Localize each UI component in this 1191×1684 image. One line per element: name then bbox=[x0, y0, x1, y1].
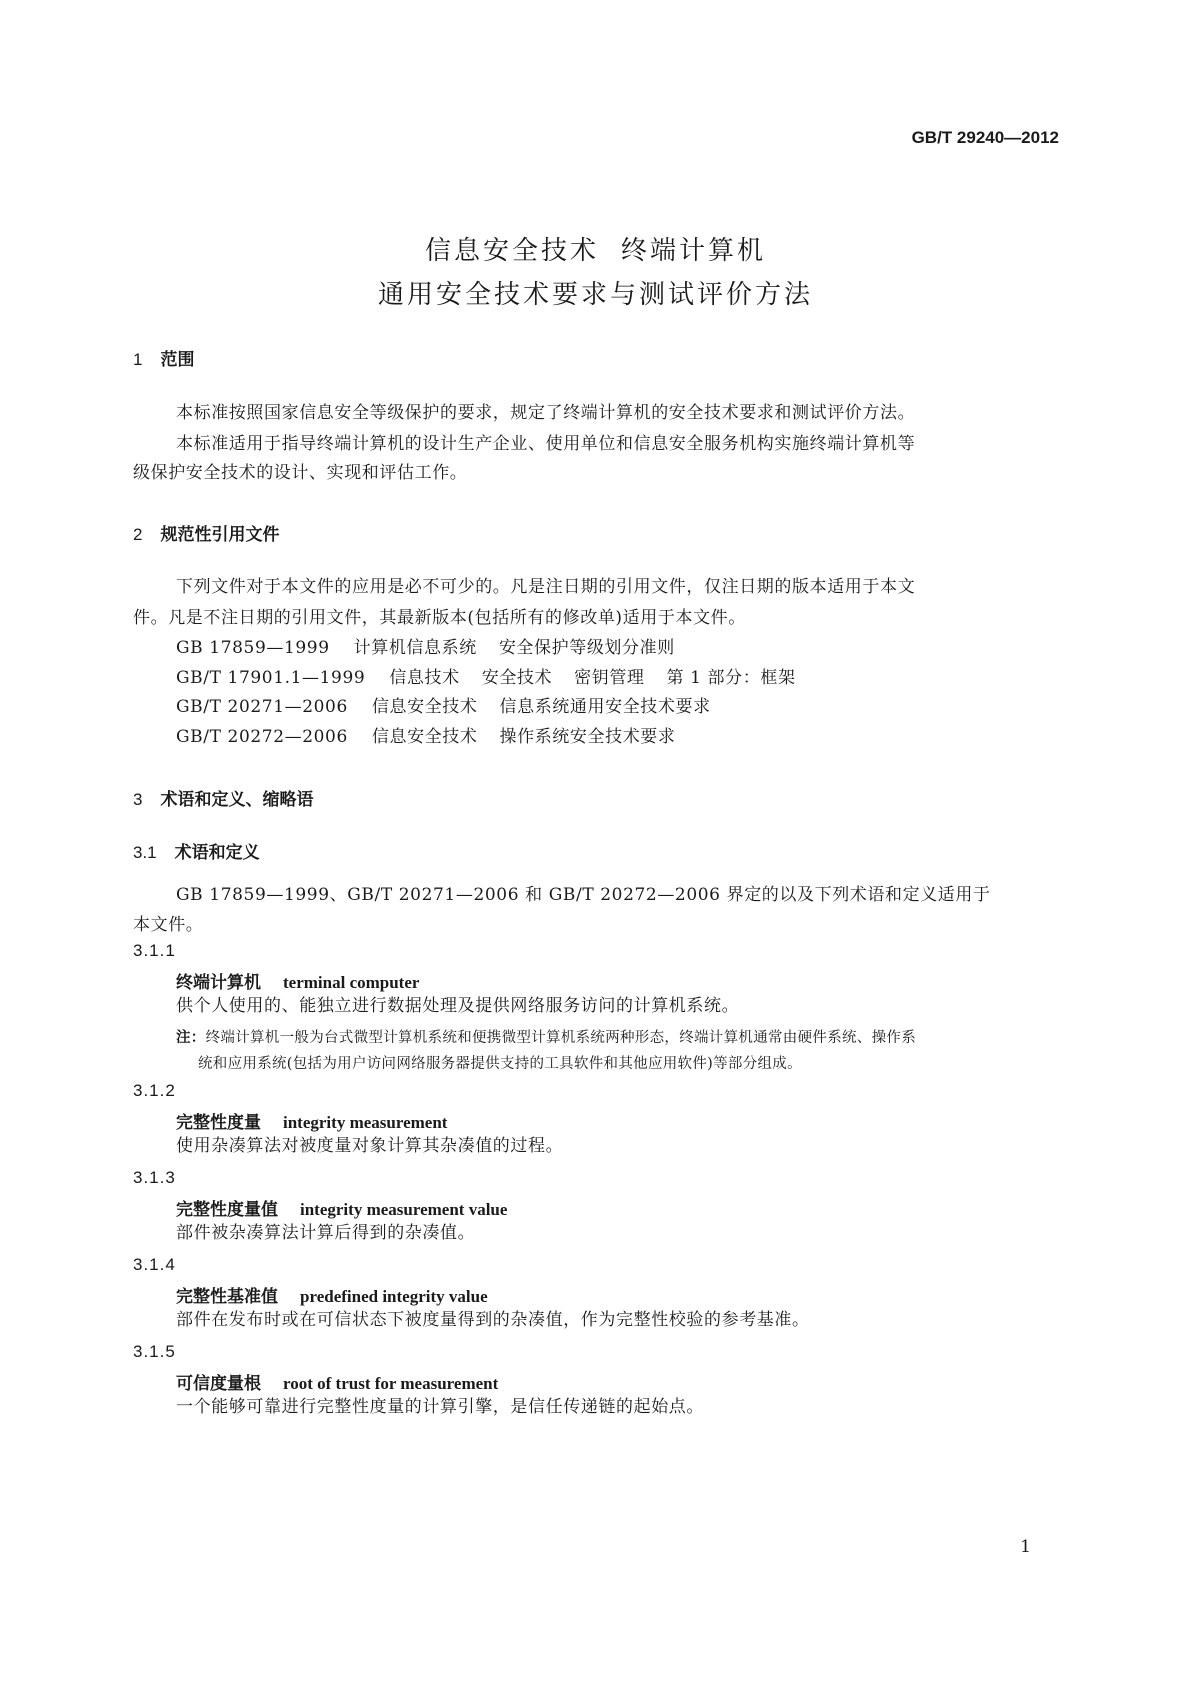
section-heading-3 bbox=[133, 785, 313, 810]
document-title-line2: 通用安全技术要求与测试评价方法 bbox=[377, 280, 813, 310]
section-title: 术语和定义 bbox=[174, 843, 260, 863]
term-en: integrity measurement bbox=[283, 1113, 448, 1132]
section-heading-3-1 bbox=[133, 838, 260, 863]
reference-title: 信息安全技术 bbox=[371, 727, 478, 747]
reference-title: 操作系统安全技术要求 bbox=[499, 727, 676, 747]
term-number: 3.1.1 bbox=[133, 941, 176, 960]
section-title: 规范性引用文件 bbox=[160, 525, 280, 545]
term-heading bbox=[176, 1282, 488, 1307]
term-zh: 完整性度量值 bbox=[176, 1200, 278, 1220]
reference-code: GB 17859—1999 bbox=[176, 638, 330, 658]
reference-item bbox=[176, 633, 675, 664]
section-number: 3 bbox=[133, 790, 143, 809]
term-en: root of trust for measurement bbox=[283, 1374, 499, 1393]
term-en: predefined integrity value bbox=[300, 1287, 488, 1306]
paragraph: 本文件。 bbox=[133, 915, 204, 935]
term-definition: 一个能够可靠进行完整性度量的计算引擎，是信任传递链的起始点。 bbox=[176, 1397, 704, 1417]
section-heading-1 bbox=[133, 345, 194, 370]
reference-title: 安全保护等级划分准则 bbox=[498, 638, 675, 658]
section-number: 3.1 bbox=[133, 843, 157, 862]
reference-title: 信息技术 bbox=[389, 668, 460, 688]
reference-item bbox=[176, 663, 796, 694]
term-zh: 完整性度量 bbox=[176, 1113, 261, 1133]
reference-title: 密钥管理 bbox=[574, 668, 645, 688]
reference-code: GB/T 20271—2006 bbox=[176, 697, 348, 717]
paragraph: 下列文件对于本文件的应用是必不可少的。凡是注日期的引用文件，仅注日期的版本适用于本文 bbox=[176, 577, 916, 597]
term-zh: 完整性基准值 bbox=[176, 1287, 278, 1307]
paragraph: 级保护安全技术的设计、实现和评估工作。 bbox=[133, 463, 468, 483]
term-heading bbox=[176, 1195, 507, 1220]
title-part1: 信息安全技术 bbox=[424, 236, 599, 266]
page-number: 1 bbox=[1020, 1537, 1031, 1557]
reference-code: GB/T 20272—2006 bbox=[176, 727, 348, 747]
term-heading bbox=[176, 968, 419, 993]
term-en: integrity measurement value bbox=[300, 1200, 508, 1219]
paragraph: 件。凡是不注日期的引用文件，其最新版本(包括所有的修改单)适用于本文件。 bbox=[133, 608, 746, 628]
term-heading bbox=[176, 1108, 447, 1133]
term-definition: 部件在发布时或在可信状态下被度量得到的杂凑值，作为完整性校验的参考基准。 bbox=[176, 1310, 810, 1330]
term-definition: 部件被杂凑算法计算后得到的杂凑值。 bbox=[176, 1223, 476, 1243]
term-number: 3.1.5 bbox=[133, 1342, 176, 1361]
document-title-line1 bbox=[0, 230, 1191, 267]
reference-title: 安全技术 bbox=[481, 668, 553, 688]
reference-code: GB/T 17901.1—1999 bbox=[176, 668, 366, 688]
note bbox=[176, 1026, 916, 1047]
term-heading bbox=[176, 1369, 498, 1394]
term-zh: 可信度量根 bbox=[176, 1374, 261, 1394]
term-en: terminal computer bbox=[283, 973, 420, 992]
standard-code: GB/T 29240—2012 bbox=[911, 128, 1059, 147]
section-title: 范围 bbox=[160, 350, 195, 370]
paragraph: 本标准适用于指导终端计算机的设计生产企业、使用单位和信息安全服务机构实施终端计算机等 bbox=[176, 434, 916, 454]
paragraph: 本标准按照国家信息安全等级保护的要求，规定了终端计算机的安全技术要求和测试评价方法。 bbox=[176, 403, 916, 423]
term-number: 3.1.2 bbox=[133, 1081, 176, 1100]
term-definition: 供个人使用的、能独立进行数据处理及提供网络服务访问的计算机系统。 bbox=[176, 996, 740, 1016]
term-number: 3.1.3 bbox=[133, 1168, 176, 1187]
section-number: 2 bbox=[133, 525, 143, 544]
section-heading-2 bbox=[133, 520, 279, 545]
note-label: 注： bbox=[176, 1030, 206, 1046]
reference-title: 信息安全技术 bbox=[371, 697, 478, 717]
section-title: 术语和定义、缩略语 bbox=[160, 790, 314, 810]
reference-item bbox=[176, 692, 711, 723]
title-part2: 终端计算机 bbox=[621, 236, 767, 266]
reference-title: 第 1 部分：框架 bbox=[666, 668, 796, 688]
term-number: 3.1.4 bbox=[133, 1255, 176, 1274]
note-continuation: 统和应用系统(包括为用户访问网络服务器提供支持的工具软件和其他应用软件)等部分组成。 bbox=[198, 1056, 802, 1072]
term-definition: 使用杂凑算法对被度量对象计算其杂凑值的过程。 bbox=[176, 1136, 564, 1156]
reference-title: 计算机信息系统 bbox=[353, 638, 477, 658]
section-number: 1 bbox=[133, 350, 143, 369]
note-text: 终端计算机一般为台式微型计算机系统和便携微型计算机系统两种形态，终端计算机通常由硬件系统、操作系 bbox=[205, 1030, 917, 1046]
paragraph: GB 17859—1999、GB/T 20271—2006 和 GB/T 20272—2006 界定的以及下列术语和定义适用于 bbox=[176, 885, 991, 905]
reference-title: 信息系统通用安全技术要求 bbox=[499, 697, 711, 717]
term-zh: 终端计算机 bbox=[176, 973, 261, 993]
reference-item bbox=[176, 722, 676, 753]
